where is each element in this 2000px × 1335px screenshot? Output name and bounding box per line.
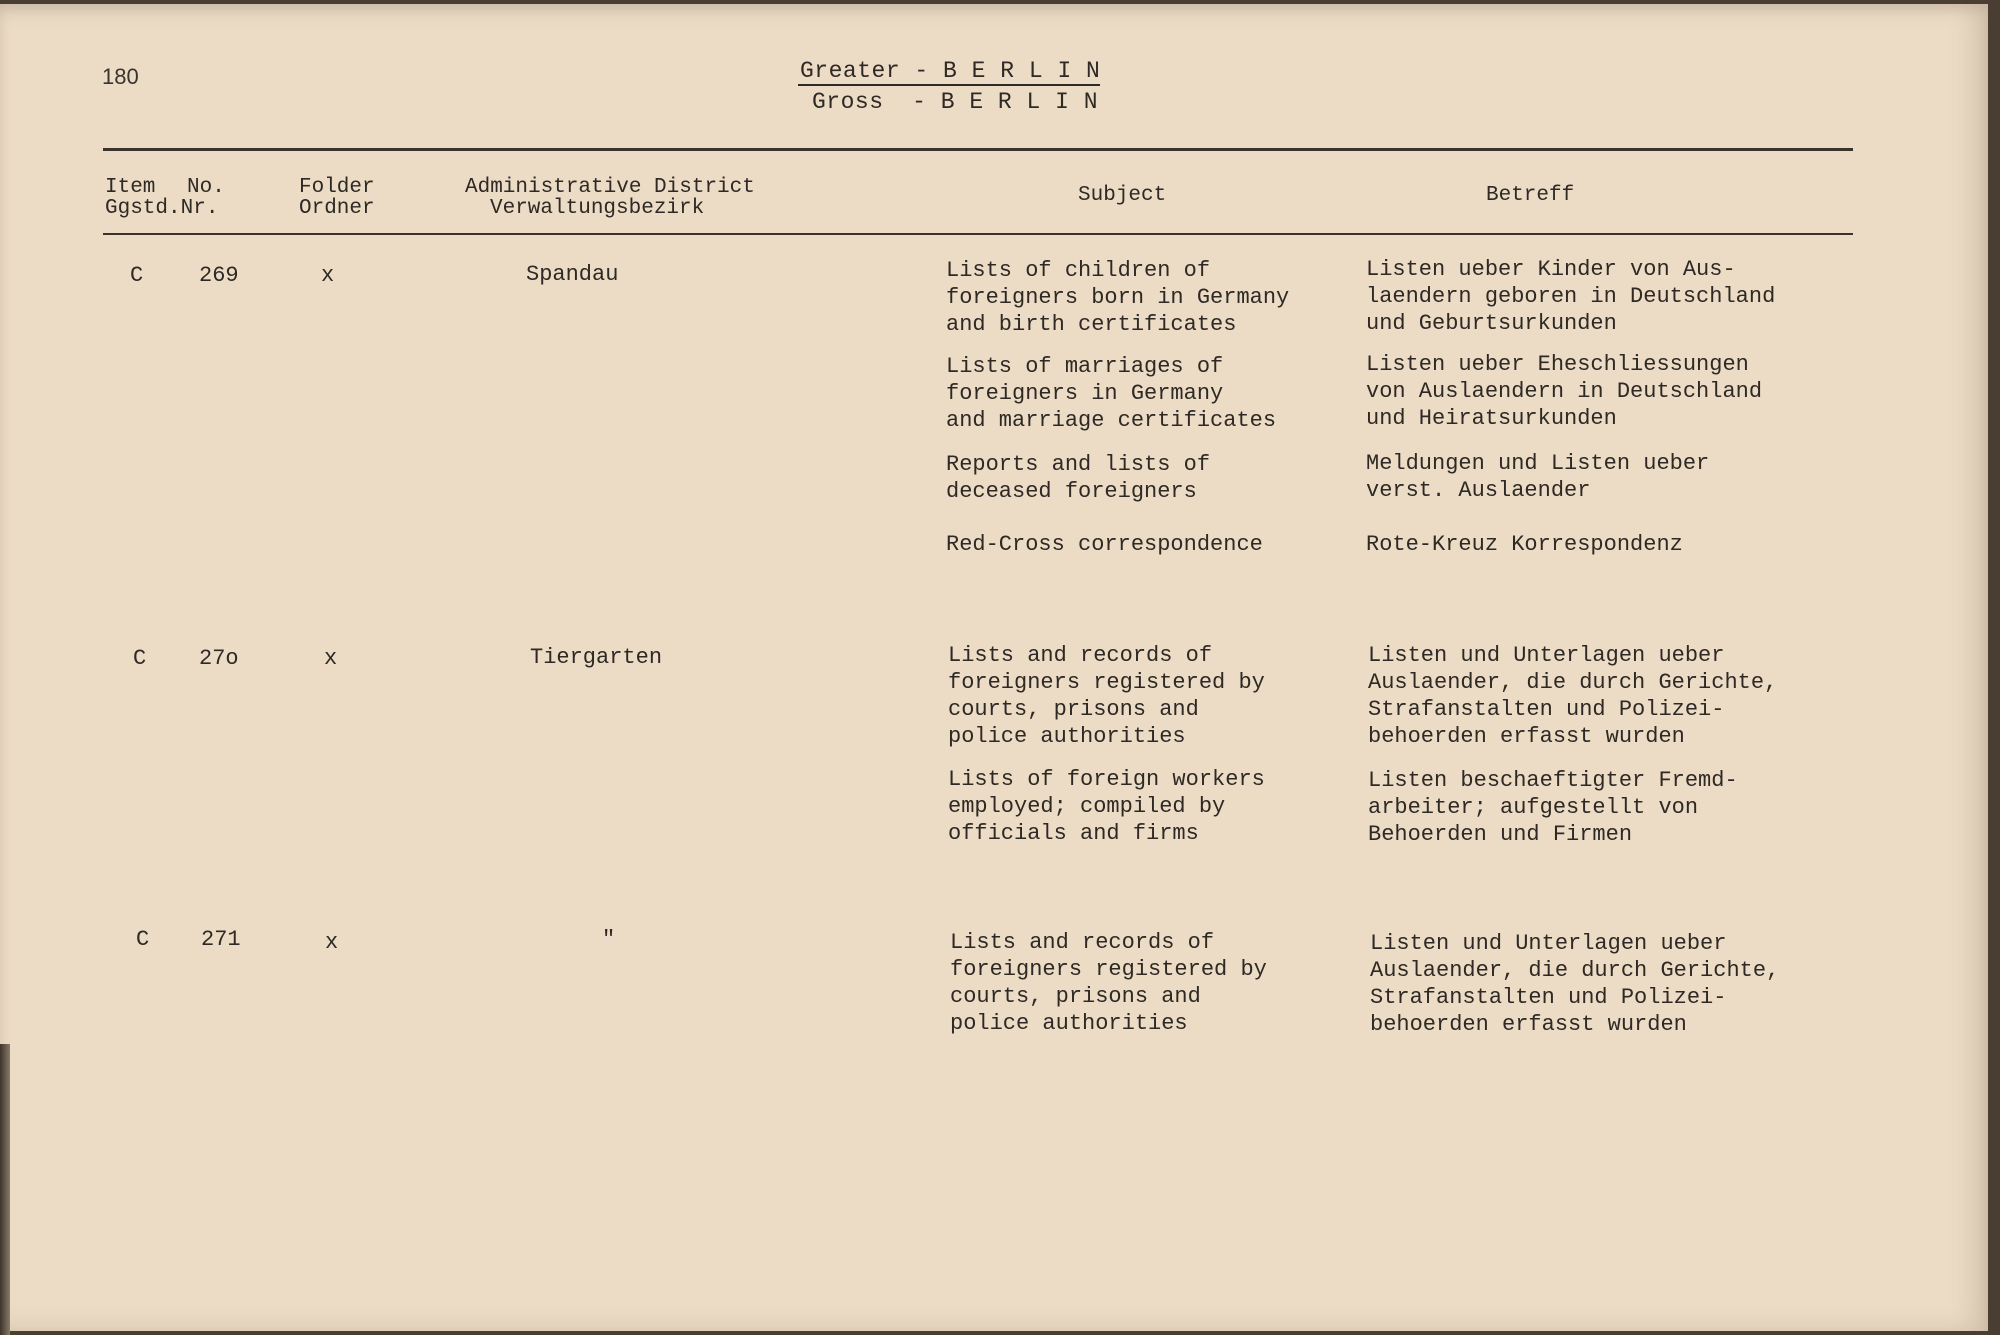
entry-270-district: Tiergarten bbox=[530, 645, 663, 670]
entry-269-item: C bbox=[130, 263, 144, 288]
entry-269-betreff-1: Listen ueber Kinder von Aus- laendern geboren in Deutschland und Geburtsurkunden bbox=[1366, 257, 1776, 336]
entry-269-folder: x bbox=[321, 263, 335, 288]
header-district-german: Verwaltungsbezirk bbox=[490, 197, 705, 220]
entry-269-no: 269 bbox=[199, 263, 239, 288]
entry-269-subject-1: Lists of children of foreigners born in Germany and birth certificates bbox=[946, 258, 1290, 337]
header-folder-german: Ordner bbox=[299, 197, 375, 220]
entry-269-betreff-3: Meldungen und Listen ueber verst. Auslaender bbox=[1366, 451, 1710, 503]
header-no: No. bbox=[187, 176, 225, 199]
title-german: Gross - B E R L I N bbox=[812, 89, 1099, 115]
title-english: Greater - B E R L I N bbox=[800, 58, 1101, 84]
header-betreff: Betreff bbox=[1486, 184, 1575, 207]
entry-271-folder: x bbox=[325, 930, 339, 955]
header-subject: Subject bbox=[1078, 184, 1167, 207]
entry-269-betreff-4: Rote-Kreuz Korrespondenz bbox=[1366, 532, 1683, 557]
entry-269-district: Spandau bbox=[526, 262, 619, 287]
entry-271-no: 271 bbox=[201, 927, 241, 952]
entry-271-betreff-1: Listen und Unterlagen ueber Auslaender, die durch Gerichte, Strafanstalten und Polizei- behoerden erfasst wurden bbox=[1370, 931, 1780, 1037]
entry-269-betreff-2: Listen ueber Eheschliessungen von Auslaendern in Deutschland und Heiratsurkunden bbox=[1366, 352, 1763, 431]
entry-271-subject-1: Lists and records of foreigners registered by courts, prisons and police authorities bbox=[950, 930, 1267, 1036]
title-divider bbox=[798, 84, 1100, 86]
entry-270-item: C bbox=[133, 646, 147, 671]
header-top-rule bbox=[103, 148, 1853, 151]
binding-spine bbox=[0, 1044, 10, 1335]
entry-269-subject-2: Lists of marriages of foreigners in Germany and marriage certificates bbox=[946, 354, 1277, 433]
entry-269-subject-3: Reports and lists of deceased foreigners bbox=[946, 452, 1211, 504]
entry-270-betreff-2: Listen beschaeftigter Fremd- arbeiter; aufgestellt von Behoerden und Firmen bbox=[1368, 768, 1738, 847]
header-item: Item bbox=[105, 176, 156, 199]
header-district: Administrative District bbox=[465, 176, 755, 199]
entry-270-folder: x bbox=[324, 646, 338, 671]
entry-270-subject-2: Lists of foreign workers employed; compiled by officials and firms bbox=[948, 767, 1265, 846]
entry-270-no: 27o bbox=[199, 646, 239, 671]
entry-269-subject-4: Red-Cross correspondence bbox=[946, 532, 1263, 557]
document-page bbox=[0, 4, 1988, 1331]
header-bottom-rule bbox=[103, 233, 1853, 235]
entry-271-item: C bbox=[136, 927, 150, 952]
header-item-no-german: Ggstd.Nr. bbox=[105, 197, 219, 220]
page-number: 180 bbox=[102, 64, 139, 89]
header-folder: Folder bbox=[299, 176, 375, 199]
entry-270-subject-1: Lists and records of foreigners registered by courts, prisons and police authorities bbox=[948, 643, 1265, 749]
entry-270-betreff-1: Listen und Unterlagen ueber Auslaender, die durch Gerichte, Strafanstalten und Polizei- behoerden erfasst wurden bbox=[1368, 643, 1778, 749]
entry-271-district-ditto: " bbox=[602, 927, 616, 952]
